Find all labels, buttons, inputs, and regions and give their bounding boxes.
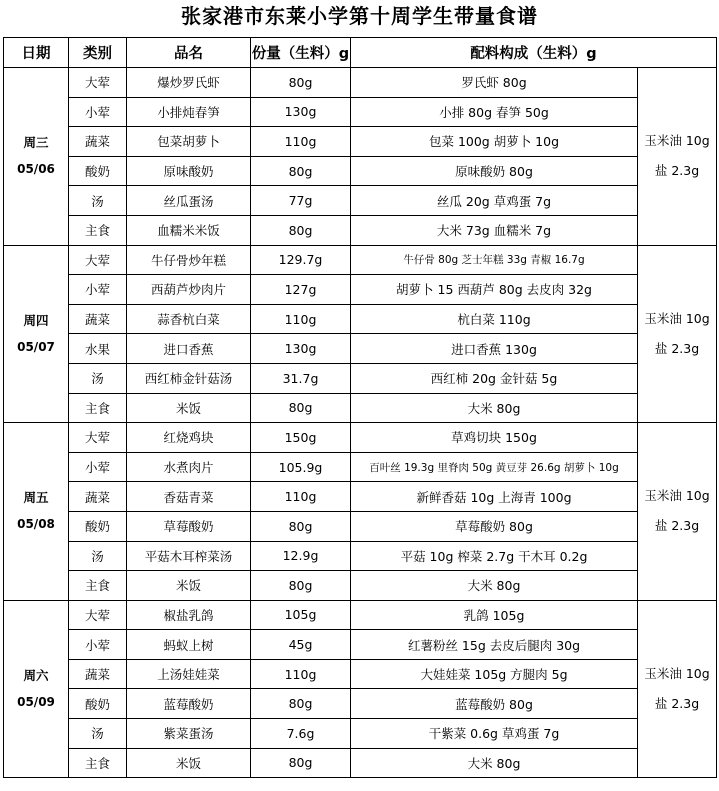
ingredients-cell: 大米 80g (351, 571, 638, 601)
dish-cell: 椒盐乳鸽 (127, 600, 251, 630)
seasoning-salt: 盐 2.3g (654, 163, 700, 179)
table-row (4, 275, 717, 305)
day-cell (4, 68, 69, 246)
ingredients-cell: 罗氏虾 80g (351, 68, 638, 98)
portion-cell: 130g (251, 334, 351, 364)
table-row (4, 511, 717, 541)
portion-cell: 80g (251, 393, 351, 423)
header-dish: 品名 (127, 38, 251, 68)
category-cell: 主食 (69, 748, 127, 778)
seasoning-cell (638, 600, 717, 778)
menu-table (3, 37, 717, 778)
ingredients-cell: 新鲜香菇 10g 上海青 100g (351, 482, 638, 512)
dish-cell: 蒜香杭白菜 (127, 304, 251, 334)
ingredients-cell: 百叶丝 19.3g 里脊肉 50g 黄豆芽 26.6g 胡萝卜 10g (351, 452, 638, 482)
page-title: 张家港市东莱小学第十周学生带量食谱 (181, 4, 538, 28)
portion-cell: 80g (251, 68, 351, 98)
portion-cell: 127g (251, 275, 351, 305)
portion-cell: 77g (251, 186, 351, 216)
date-label: 05/09 (17, 694, 55, 709)
ingredients-cell: 大米 80g (351, 393, 638, 423)
portion-cell: 150g (251, 423, 351, 453)
category-cell: 主食 (69, 571, 127, 601)
dish-cell: 平菇木耳榨菜汤 (127, 541, 251, 571)
ingredients-cell: 草鸡切块 150g (351, 423, 638, 453)
dish-cell: 丝瓜蛋汤 (127, 186, 251, 216)
portion-cell: 80g (251, 571, 351, 601)
ingredients-cell: 大娃娃菜 105g 方腿肉 5g (351, 659, 638, 689)
dish-cell: 水煮肉片 (127, 452, 251, 482)
portion-cell: 110g (251, 482, 351, 512)
header-portion: 份量（生料）g (251, 38, 351, 68)
dish-cell: 爆炒罗氏虾 (127, 68, 251, 98)
ingredients-cell: 西红柿 20g 金针菇 5g (351, 363, 638, 393)
dish-cell: 香菇青菜 (127, 482, 251, 512)
category-cell: 蔬菜 (69, 304, 127, 334)
category-cell: 主食 (69, 393, 127, 423)
table-row (4, 423, 717, 453)
seasoning-salt: 盐 2.3g (654, 518, 700, 534)
category-cell: 大荤 (69, 423, 127, 453)
table-row (4, 689, 717, 719)
portion-cell: 80g (251, 156, 351, 186)
portion-cell: 7.6g (251, 719, 351, 749)
day-cell (4, 600, 69, 778)
table-row (4, 630, 717, 660)
ingredients-cell: 原味酸奶 80g (351, 156, 638, 186)
portion-cell: 80g (251, 748, 351, 778)
table-row (4, 600, 717, 630)
portion-cell: 110g (251, 304, 351, 334)
seasoning-oil: 玉米油 10g (644, 133, 710, 149)
category-cell: 小荤 (69, 452, 127, 482)
ingredients-cell: 平菇 10g 榨菜 2.7g 干木耳 0.2g (351, 541, 638, 571)
portion-cell: 80g (251, 689, 351, 719)
dish-cell: 小排炖春笋 (127, 97, 251, 127)
dish-cell: 包菜胡萝卜 (127, 127, 251, 157)
ingredients-cell: 草莓酸奶 80g (351, 511, 638, 541)
portion-cell: 130g (251, 97, 351, 127)
date-label: 05/08 (17, 517, 55, 532)
portion-cell: 110g (251, 659, 351, 689)
category-cell: 大荤 (69, 68, 127, 98)
seasoning-salt: 盐 2.3g (654, 695, 700, 711)
category-cell: 汤 (69, 186, 127, 216)
seasoning-oil: 玉米油 10g (644, 488, 710, 504)
category-cell: 酸奶 (69, 511, 127, 541)
ingredients-cell: 小排 80g 春笋 50g (351, 97, 638, 127)
table-row (4, 659, 717, 689)
table-row (4, 186, 717, 216)
table-row (4, 127, 717, 157)
seasoning-salt: 盐 2.3g (654, 340, 700, 356)
category-cell: 大荤 (69, 245, 127, 275)
dish-cell: 草莓酸奶 (127, 511, 251, 541)
dish-cell: 蚂蚁上树 (127, 630, 251, 660)
ingredients-cell: 大米 80g (351, 748, 638, 778)
table-row (4, 97, 717, 127)
table-row (4, 748, 717, 778)
header-row (4, 38, 717, 68)
portion-cell: 80g (251, 511, 351, 541)
table-row (4, 215, 717, 245)
ingredients-cell: 干紫菜 0.6g 草鸡蛋 7g (351, 719, 638, 749)
seasoning-cell (638, 68, 717, 246)
category-cell: 蔬菜 (69, 127, 127, 157)
ingredients-cell: 牛仔骨 80g 芝士年糕 33g 青椒 16.7g (351, 245, 638, 275)
table-row (4, 541, 717, 571)
table-row (4, 156, 717, 186)
dish-cell: 西红柿金针菇汤 (127, 363, 251, 393)
category-cell: 汤 (69, 719, 127, 749)
table-row (4, 571, 717, 601)
table-row (4, 719, 717, 749)
category-cell: 水果 (69, 334, 127, 364)
portion-cell: 80g (251, 215, 351, 245)
category-cell: 小荤 (69, 97, 127, 127)
dish-cell: 蓝莓酸奶 (127, 689, 251, 719)
dish-cell: 原味酸奶 (127, 156, 251, 186)
date-label: 05/07 (17, 339, 55, 354)
header-date: 日期 (4, 38, 69, 68)
ingredients-cell: 杭白菜 110g (351, 304, 638, 334)
category-cell: 主食 (69, 215, 127, 245)
table-row (4, 334, 717, 364)
portion-cell: 105g (251, 600, 351, 630)
dish-cell: 米饭 (127, 748, 251, 778)
portion-cell: 110g (251, 127, 351, 157)
category-cell: 蔬菜 (69, 482, 127, 512)
category-cell: 大荤 (69, 600, 127, 630)
ingredients-cell: 进口香蕉 130g (351, 334, 638, 364)
portion-cell: 105.9g (251, 452, 351, 482)
dish-cell: 红烧鸡块 (127, 423, 251, 453)
portion-cell: 31.7g (251, 363, 351, 393)
category-cell: 酸奶 (69, 689, 127, 719)
table-row (4, 68, 717, 98)
dish-cell: 上汤娃娃菜 (127, 659, 251, 689)
seasoning-oil: 玉米油 10g (644, 310, 710, 326)
dish-cell: 米饭 (127, 571, 251, 601)
dish-cell: 紫菜蛋汤 (127, 719, 251, 749)
category-cell: 酸奶 (69, 156, 127, 186)
ingredients-cell: 大米 73g 血糯米 7g (351, 215, 638, 245)
weekday-label: 周五 (23, 490, 49, 506)
portion-cell: 12.9g (251, 541, 351, 571)
day-cell (4, 423, 69, 601)
dish-cell: 西葫芦炒肉片 (127, 275, 251, 305)
table-row (4, 245, 717, 275)
category-cell: 汤 (69, 363, 127, 393)
portion-cell: 129.7g (251, 245, 351, 275)
weekday-label: 周三 (23, 135, 49, 151)
header-ingredients: 配料构成（生料）g (351, 38, 717, 68)
weekday-label: 周四 (23, 312, 49, 328)
dish-cell: 血糯米米饭 (127, 215, 251, 245)
table-row (4, 452, 717, 482)
dish-cell: 牛仔骨炒年糕 (127, 245, 251, 275)
seasoning-oil: 玉米油 10g (644, 665, 710, 681)
weekday-label: 周六 (23, 667, 49, 683)
ingredients-cell: 乳鸽 105g (351, 600, 638, 630)
header-category: 类别 (69, 38, 127, 68)
table-row (4, 304, 717, 334)
ingredients-cell: 蓝莓酸奶 80g (351, 689, 638, 719)
menu-body (4, 68, 717, 778)
day-cell (4, 245, 69, 423)
dish-cell: 进口香蕉 (127, 334, 251, 364)
category-cell: 汤 (69, 541, 127, 571)
ingredients-cell: 红薯粉丝 15g 去皮后腿肉 30g (351, 630, 638, 660)
category-cell: 蔬菜 (69, 659, 127, 689)
table-row (4, 363, 717, 393)
category-cell: 小荤 (69, 630, 127, 660)
date-label: 05/06 (17, 162, 55, 177)
dish-cell: 米饭 (127, 393, 251, 423)
seasoning-cell (638, 245, 717, 423)
ingredients-cell: 胡萝卜 15 西葫芦 80g 去皮肉 32g (351, 275, 638, 305)
ingredients-cell: 包菜 100g 胡萝卜 10g (351, 127, 638, 157)
table-row (4, 482, 717, 512)
table-row (4, 393, 717, 423)
ingredients-cell: 丝瓜 20g 草鸡蛋 7g (351, 186, 638, 216)
category-cell: 小荤 (69, 275, 127, 305)
portion-cell: 45g (251, 630, 351, 660)
seasoning-cell (638, 423, 717, 601)
